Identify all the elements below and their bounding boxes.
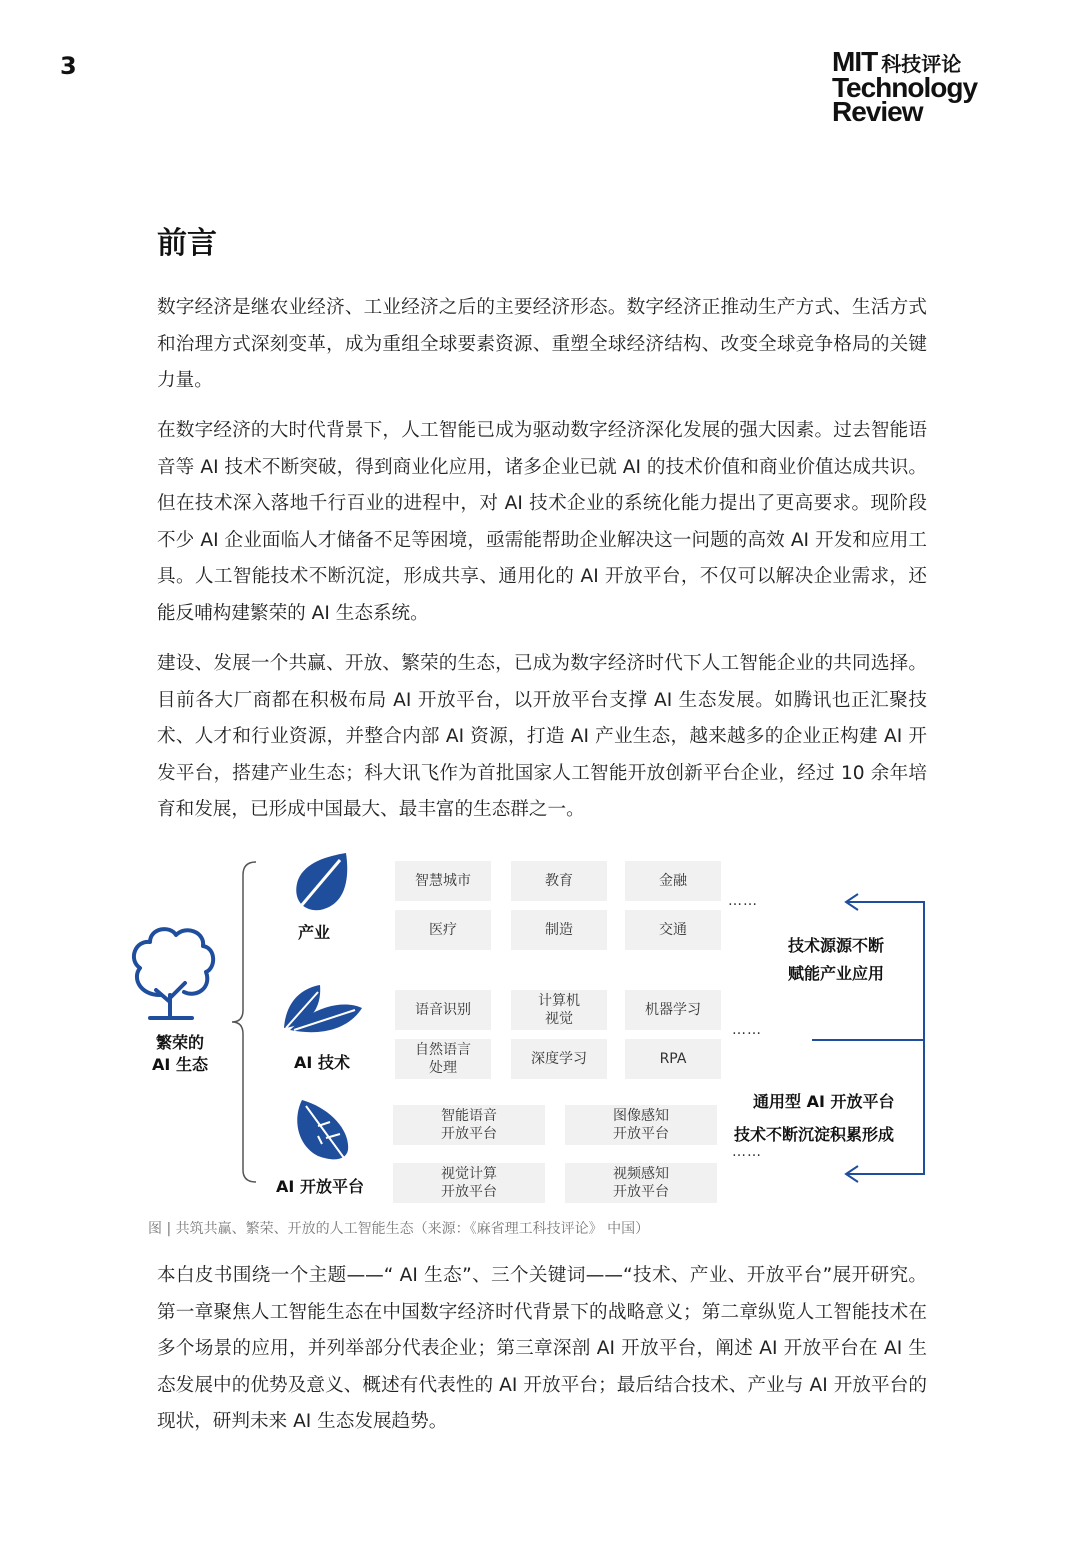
item-box: 计算机 视觉 (511, 990, 607, 1030)
logo-mit: MIT (832, 46, 878, 77)
item-box: RPA (625, 1039, 721, 1079)
item-box: 智能语音 开放平台 (393, 1105, 545, 1145)
item-box: 深度学习 (511, 1039, 607, 1079)
note-top-line-2: 赋能产业应用 (788, 964, 885, 983)
paragraph-3: 建设、发展一个共赢、开放、繁荣的生态，已成为数字经济时代下人工智能企业的共同选择。目前各大厂商都在积极布局 AI 开放平台，以开放平台支撑 AI 生态发展。如腾讯也正汇聚技术、人才和行业资源，并整合内部 AI 资源，打造 AI 产业生态，越来越多的企业正构建 AI 开发平台，搭建产业生态；科大讯飞作为首批国家人工智能开放创新平台企业，经过 10 余年培育和发展，已形成中国最大、最丰富的生态群之一。 (157, 653, 927, 820)
page-number: 3 (60, 52, 77, 80)
section-title: 前言 (157, 226, 217, 261)
item-box: 智慧城市 (395, 861, 491, 901)
figure-caption: 图 | 共筑共赢、繁荣、开放的人工智能生态（来源：《麻省理工科技评论》 中国） (148, 1221, 650, 1237)
item-box: 语音识别 (395, 990, 491, 1030)
double-leaf-icon (284, 985, 362, 1032)
item-box: 金融 (625, 861, 721, 901)
ecosystem-root-label (128, 1032, 232, 1076)
item-box: 教育 (511, 861, 607, 901)
note-bottom-line-2: 技术不断沉淀积累形成 (734, 1125, 895, 1144)
item-box: 医疗 (395, 910, 491, 950)
more-dots: …… (732, 1022, 762, 1038)
paragraph-4: 本白皮书围绕一个主题——“ AI 生态”、三个关键词——“技术、产业、开放平台”展开研究。第一章聚焦人工智能生态在中国数字经济时代背景下的战略意义；第二章纵览人工智能技术在多个场景的应用，并列举部分代表企业；第三章深剖 AI 开放平台，阐述 AI 开放平台在 AI 生态发展中的优势及意义、概述有代表性的 AI 开放平台；最后结合技术、产业与 AI 开放平台的现状，研判未来 AI 生态发展趋势。 (157, 1265, 927, 1432)
item-box: 自然语言 处理 (395, 1039, 491, 1079)
note-bottom-line-1: 通用型 AI 开放平台 (753, 1092, 895, 1111)
paragraph-1: 数字经济是继农业经济、工业经济之后的主要经济形态。数字经济正推动生产方式、生活方式和治理方式深刻变革，成为重组全球要素资源、重塑全球经济结构、改变全球竞争格局的关键力量。 (157, 297, 927, 391)
tree-icon (134, 929, 213, 1018)
logo-review: Review (832, 96, 923, 127)
brace-line (232, 862, 256, 1182)
category-industry-label: 产业 (297, 923, 330, 942)
more-dots: …… (728, 893, 758, 909)
item-box: 视频感知 开放平台 (565, 1163, 717, 1203)
leaf-icon (296, 853, 347, 912)
leaf-veined-icon (297, 1100, 348, 1159)
note-top-line-1: 技术源源不断 (788, 936, 885, 955)
item-box: 交通 (625, 910, 721, 950)
item-box: 图像感知 开放平台 (565, 1105, 717, 1145)
item-box: 视觉计算 开放平台 (393, 1163, 545, 1203)
root-line-1: 繁荣的 (155, 1033, 204, 1052)
paragraph-2: 在数字经济的大时代背景下，人工智能已成为驱动数字经济深化发展的强大因素。过去智能语音等 AI 技术不断突破，得到商业化应用，诸多企业已就 AI 的技术价值和商业价值达成共识。但在技术深入落地千行百业的进程中，对 AI 技术企业的系统化能力提出了更高要求。现阶段不少 AI 企业面临人才储备不足等困境，亟需能帮助企业解决这一问题的高效 AI 开发和应用工具。人工智能技术不断沉淀，形成共享、通用化的 AI 开放平台，不仅可以解决企业需求，还能反哺构建繁荣的 AI 生态系统。 (157, 420, 927, 624)
category-open-platform-label: AI 开放平台 (276, 1177, 364, 1196)
category-ai-tech-label: AI 技术 (294, 1053, 350, 1072)
more-dots: …… (732, 1144, 762, 1160)
logo-technology: Technology (832, 72, 978, 103)
item-box: 机器学习 (625, 990, 721, 1030)
logo-chinese: 科技评论 (881, 52, 962, 76)
item-box: 制造 (511, 910, 607, 950)
arrow-top (846, 902, 924, 1082)
note-top (788, 932, 884, 988)
root-line-2: AI 生态 (152, 1055, 208, 1074)
